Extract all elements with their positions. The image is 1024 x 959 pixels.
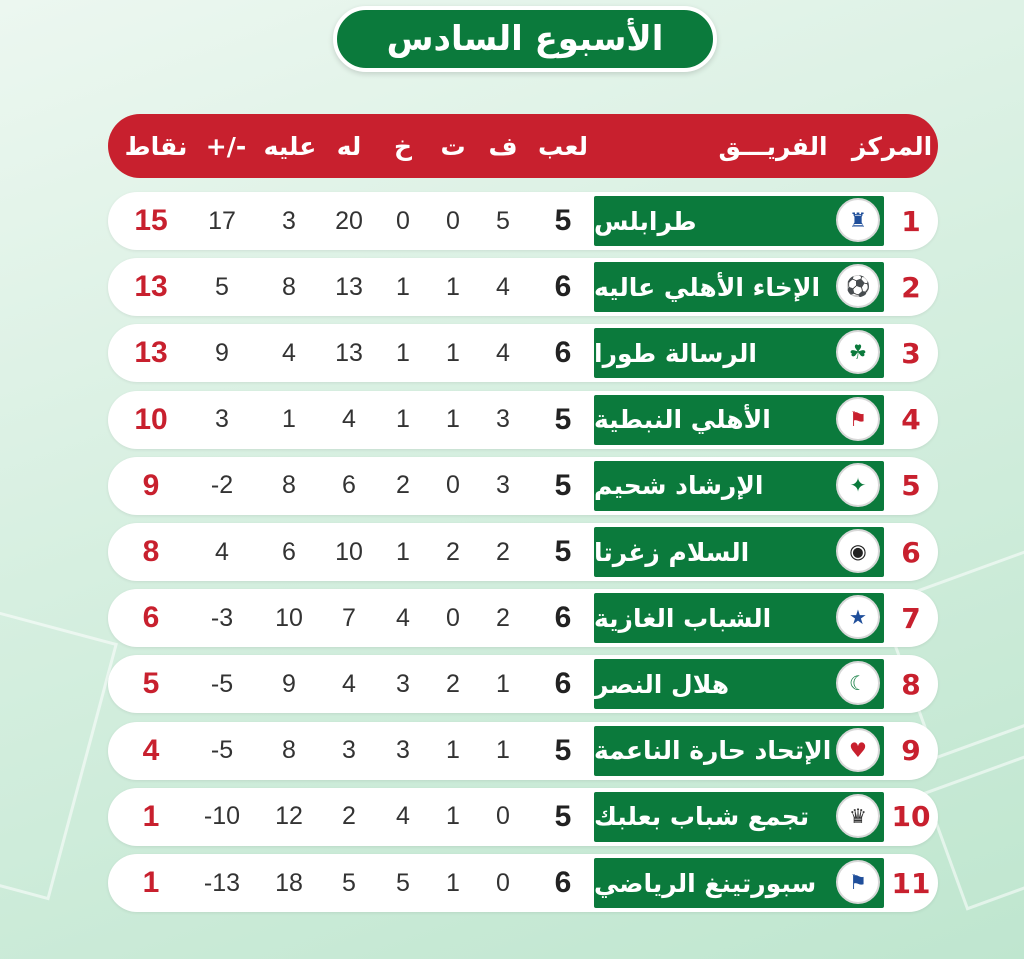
team-played: 6 [554,667,572,701]
team-goals-for: 10 [335,537,363,566]
team-lost: 0 [396,206,410,235]
header-drawn: ت [440,131,466,161]
team-name: طرابلس [594,196,884,246]
team-goal-diff: 3 [215,405,229,434]
team-points: 10 [134,402,168,436]
team-won: 0 [496,802,510,831]
team-goal-diff: 5 [215,272,229,301]
team-played: 5 [554,535,572,568]
header-lost: خ [393,131,413,161]
hilal-nasr-crest-icon: ☾ [836,661,880,705]
header-won: ف [488,131,518,161]
team-goals-against: 8 [282,471,296,500]
table-row [108,523,938,581]
table-row [108,854,938,912]
team-drawn: 1 [446,802,460,831]
team-lost: 3 [396,736,410,765]
team-points: 13 [134,270,168,304]
team-points: 9 [142,468,160,502]
team-goals-against: 8 [282,272,296,301]
team-points: 1 [142,866,160,899]
team-lost: 4 [396,603,410,632]
team-won: 4 [496,272,510,301]
team-goals-against: 9 [282,669,296,698]
team-goal-diff: -5 [210,669,234,698]
table-row [108,655,938,713]
tripoli-crest-icon: ♜ [836,198,880,242]
team-goals-for: 13 [335,338,363,367]
team-points: 13 [134,336,168,370]
team-name: السلام زغرتا [594,527,884,577]
team-rank: 2 [901,270,921,304]
team-drawn: 0 [446,471,460,500]
table-row [108,788,938,846]
team-goal-diff: -2 [210,471,234,500]
shabab-ghazieh-crest-icon: ★ [836,595,880,639]
team-goals-against: 1 [282,405,296,434]
team-goals-for: 20 [335,206,363,235]
team-rank: 9 [901,734,921,768]
team-lost: 3 [396,669,410,698]
team-points: 4 [142,733,160,767]
team-won: 4 [496,338,510,367]
pitch-line-decoration [923,735,1024,910]
ikhaa-ahli-aley-crest-icon: ⚽ [836,264,880,308]
pitch-line-decoration [0,606,118,901]
team-goal-diff: -3 [210,603,234,632]
risala-toura-crest-icon: ☘ [836,330,880,374]
team-points: 15 [134,204,168,237]
team-played: 6 [554,866,572,899]
team-drawn: 1 [446,868,460,897]
team-name: الإخاء الأهلي عاليه [594,262,884,312]
team-goal-diff: -5 [210,736,234,765]
team-goals-against: 10 [275,603,303,632]
team-name: تجمع شباب بعلبك [594,792,884,842]
table-row [108,192,938,250]
team-goals-for: 7 [342,603,356,632]
team-goals-for: 4 [342,669,356,698]
team-won: 5 [496,206,510,235]
ahli-nabatieh-crest-icon: ⚑ [836,397,880,441]
team-goals-for: 6 [342,471,356,500]
team-goals-for: 3 [342,736,356,765]
salam-zgharta-crest-icon: ◉ [836,529,880,573]
team-played: 5 [554,468,572,502]
team-name: سبورتينغ الرياضي [594,858,884,908]
team-drawn: 1 [446,272,460,301]
team-won: 2 [496,603,510,632]
team-played: 6 [554,336,572,370]
header-goal-diff: +/- [205,131,247,161]
team-goals-against: 18 [275,868,303,897]
sporting-crest-icon: ⚑ [836,860,880,904]
team-points: 6 [142,601,160,635]
table-row [108,589,938,647]
team-rank: 6 [901,535,921,569]
team-rank: 10 [891,800,931,834]
header-goals-against: عليه [263,131,317,161]
team-goals-for: 5 [342,868,356,897]
team-name: الشباب الغازية [594,593,884,643]
team-goals-for: 13 [335,272,363,301]
team-won: 2 [496,537,510,566]
team-lost: 4 [396,802,410,831]
team-rank: 7 [901,601,921,635]
team-won: 3 [496,471,510,500]
team-drawn: 1 [446,338,460,367]
header-points: نقاط [124,131,188,161]
team-lost: 1 [396,272,410,301]
table-row [108,324,938,382]
team-played: 6 [554,601,572,635]
team-rank: 5 [901,469,921,503]
team-drawn: 1 [446,405,460,434]
week-title [333,6,717,72]
baalbek-crest-icon: ♛ [836,794,880,838]
team-goal-diff: -13 [203,868,241,897]
team-goals-against: 3 [282,206,296,235]
team-lost: 1 [396,338,410,367]
team-lost: 2 [396,471,410,500]
team-played: 5 [554,799,572,833]
team-goal-diff: 9 [215,338,229,367]
header-rank: المركز [851,131,933,161]
team-won: 0 [496,868,510,897]
team-won: 1 [496,736,510,765]
team-lost: 5 [396,868,410,897]
team-drawn: 0 [446,206,460,235]
irshad-chhim-crest-icon: ✦ [836,463,880,507]
team-lost: 1 [396,537,410,566]
team-goal-diff: -10 [203,802,241,831]
team-won: 1 [496,669,510,698]
team-goals-against: 6 [282,537,296,566]
team-played: 6 [554,270,572,304]
team-points: 8 [142,535,160,568]
header-goals-for: له [336,131,362,161]
team-drawn: 2 [446,669,460,698]
team-rank: 1 [901,204,921,238]
team-name: هلال النصر [594,659,884,709]
team-drawn: 0 [446,603,460,632]
team-points: 5 [142,667,160,701]
team-rank: 11 [891,866,931,900]
header-team: الفريـــق [718,131,828,161]
team-won: 3 [496,405,510,434]
team-drawn: 2 [446,537,460,566]
table-header [108,114,938,178]
table-row [108,722,938,780]
team-name: الرسالة طورا [594,328,884,378]
team-played: 5 [554,204,572,237]
team-lost: 1 [396,405,410,434]
team-name: الإتحاد حارة الناعمة [594,726,884,776]
team-points: 1 [142,799,160,833]
team-goals-against: 12 [275,802,303,831]
team-goals-against: 4 [282,338,296,367]
team-played: 5 [554,402,572,436]
team-rank: 4 [901,403,921,437]
header-played: لعب [538,131,588,161]
team-rank: 3 [901,336,921,370]
team-rank: 8 [901,667,921,701]
team-goal-diff: 4 [215,537,229,566]
team-goals-for: 2 [342,802,356,831]
team-name: الإرشاد شحيم [594,461,884,511]
table-row [108,457,938,515]
team-name: الأهلي النبطية [594,395,884,445]
team-goal-diff: 17 [208,206,236,235]
team-goals-for: 4 [342,405,356,434]
team-goals-against: 8 [282,736,296,765]
table-row [108,258,938,316]
week-title-text: الأسبوع السادس [386,19,664,59]
ittihad-naameh-crest-icon: ♥ [836,728,880,772]
team-drawn: 1 [446,736,460,765]
team-played: 5 [554,733,572,767]
table-row [108,391,938,449]
